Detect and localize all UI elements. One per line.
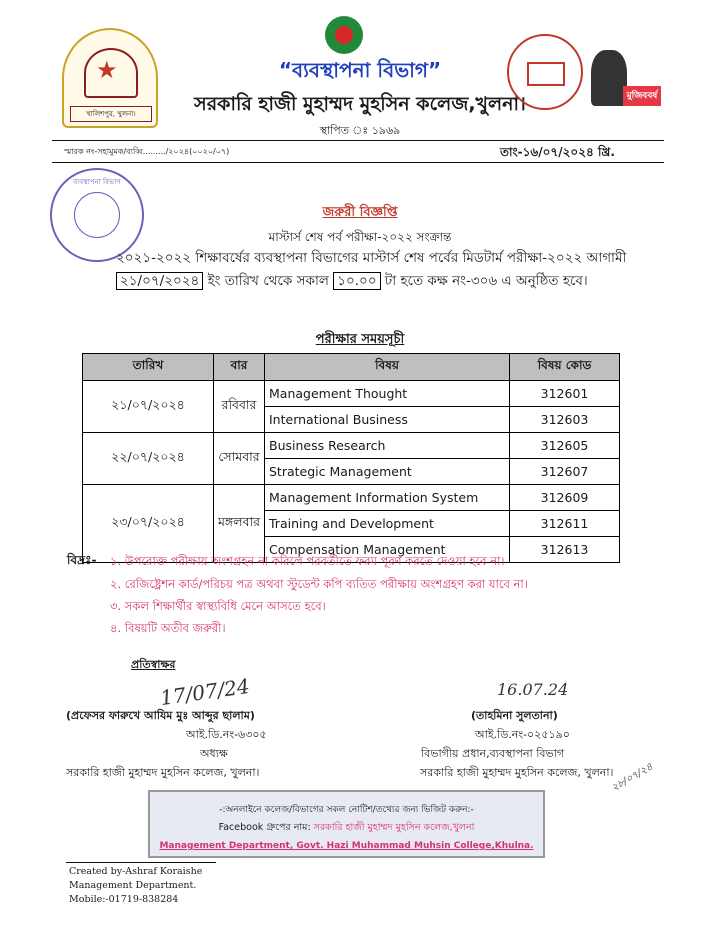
head-college: সরকারি হাজী মুহাম্মদ মুহসিন কলেজ, খুলনা।: [420, 766, 614, 779]
subject-name: Compensation Management: [265, 537, 510, 563]
head-role: বিভাগীয় প্রধান,ব্যবস্থাপনা বিভাগ: [421, 747, 565, 760]
exam-schedule-table: [82, 353, 620, 563]
exam-start-time: ১০.০০: [333, 272, 380, 290]
department-title: “ব্যবস্থাপনা বিভাগ”: [278, 58, 442, 82]
schedule-title: পরীক্ষার সময়সূচী: [315, 332, 405, 347]
subject-name: Training and Development: [265, 511, 510, 537]
credit-divider: [66, 862, 216, 863]
subject-name: Strategic Management: [265, 459, 510, 485]
notice-title: জরুরী বিজ্ঞপ্তি: [322, 205, 398, 220]
subject-name: Management Information System: [265, 485, 510, 511]
subject-name: Business Research: [265, 433, 510, 459]
exam-date: ২২/০৭/২০২৪: [83, 433, 214, 485]
facebook-group-line: Facebook গ্রুপের নাম: সরকারি হাজী মুহাম্মদ মুহসিন কলেজ,খুলনা: [218, 822, 475, 833]
exam-day: সোমবার: [214, 433, 265, 485]
subject-code: 312601: [510, 381, 620, 407]
col-subject: বিষয়: [265, 354, 510, 381]
exam-start-date: ২১/০৭/২০২৪: [116, 272, 203, 290]
principal-role: অধ্যক্ষ: [200, 747, 228, 760]
countersign-label: প্রতিস্বাক্ষর: [131, 658, 176, 671]
table-header-row: [83, 354, 620, 381]
credit-mobile: Mobile:-01719-838284: [69, 894, 179, 905]
notice-subject: মাস্টার্স শেষ পর্ব পরীক্ষা-২০২২ সংক্রান্ত: [268, 230, 452, 244]
subject-code: 312603: [510, 407, 620, 433]
principal-signature: 17/07/24: [158, 673, 252, 711]
exam-day: রবিবার: [214, 381, 265, 433]
table-row: [83, 381, 620, 407]
header-divider: [52, 140, 664, 141]
remark-item: ১. উপরোক্ত পরীক্ষায় অংশগ্রহন না করিলে পরবর্তীতে ফরম পূরণ করতে দেওয়া হবে না।: [110, 554, 505, 568]
government-emblem: [325, 16, 363, 54]
col-code: বিষয় কোড: [510, 354, 620, 381]
department-seal: ব্যবস্থাপনা বিভাগ: [50, 168, 144, 262]
mujib-label: মুজিববর্ষ ১০০: [623, 86, 661, 106]
credit-author: Created by-Ashraf Koraishe: [69, 866, 203, 877]
online-info-box: [148, 790, 545, 858]
star-icon: ★: [96, 56, 118, 84]
credit-department: Management Department.: [69, 880, 197, 891]
memo-number: স্মারক নং-সহামুমক/ব্যব্বি........./২০২৪(০০২০/০৭): [64, 147, 230, 156]
education-logo: [507, 34, 583, 110]
subject-code: 312613: [510, 537, 620, 563]
col-day: বার: [214, 354, 265, 381]
col-date: তারিখ: [83, 354, 214, 381]
principal-name: (প্রফেসর ফারুখে আযিম মুঃ আব্দুর ছালাম): [66, 709, 255, 722]
remark-item: ৪. বিষয়টি অতীব জরুরী।: [110, 621, 226, 635]
exam-date: ২১/০৭/২০২৪: [83, 381, 214, 433]
portrait-icon: [591, 50, 627, 106]
college-name: সরকারি হাজী মুহাম্মদ মুহসিন কলেজ,খুলনা।: [194, 93, 526, 115]
notice-body: ২০২১-২০২২ শিক্ষাবর্ষের ব্যবস্থাপনা বিভাগের মাস্টার্স শেষ পর্বের মিডটার্ম পরীক্ষা-২০২২ আগামী ২১/০৭/২০২৪ ইং তারিখ থেকে সকাল ১০.০০ টা হতে কক্ষ নং-৩০৬ এ অনুষ্ঠিত হবে।: [116, 250, 627, 289]
table-row: [83, 433, 620, 459]
head-signature: 16.07.24: [497, 680, 569, 699]
subject-name: Management Thought: [265, 381, 510, 407]
subject-code: 312607: [510, 459, 620, 485]
stamp-signature: ২৮/০৭/২৪: [609, 761, 655, 794]
header-divider-2: [52, 162, 664, 163]
subject-code: 312611: [510, 511, 620, 537]
book-icon: [527, 62, 565, 86]
notice-date: তাং-১৬/০৭/২০২৪ খ্রি.: [500, 145, 615, 159]
mujib-year-logo: [585, 50, 663, 121]
remarks-label: বিদ্রঃ-: [67, 553, 97, 567]
subject-code: 312605: [510, 433, 620, 459]
subject-name: International Business: [265, 407, 510, 433]
exam-date: ২৩/০৭/২০২৪: [83, 485, 214, 563]
remark-item: ২. রেজিষ্ট্রেশন কার্ড/পরিচয় পত্র অথবা স্টুডেন্ট কপি ব্যতিত পরীক্ষায় অংশগ্রহণ করা যাবে না।: [110, 577, 528, 591]
subject-code: 312609: [510, 485, 620, 511]
exam-day: মঙ্গলবার: [214, 485, 265, 563]
facebook-page-link[interactable]: Management Department, Govt. Hazi Muhammad Muhsin College,Khulna.: [159, 841, 534, 851]
table-row: [83, 485, 620, 511]
head-id: আই.ডি.নং-০২৫১৯০: [475, 728, 570, 741]
founded-year: স্থাপিত ঃ ১৯৬৯: [319, 124, 401, 137]
facebook-group-name: সরকারি হাজী মুহাম্মদ মুহসিন কলেজ,খুলনা: [310, 822, 475, 833]
head-name: (তাহমিনা সুলতানা): [471, 709, 558, 722]
principal-id: আই.ডি.নং-৬৩০৫: [186, 728, 267, 741]
logo-banner: খালিশপুর, খুলনা।: [70, 106, 152, 122]
online-info-heading: -:অনলাইনে কলেজ/বিভাগের সকল নোটিশ/তথ্যের জন্য ভিজিট করুন:-: [219, 805, 474, 815]
remark-item: ৩. সকল শিক্ষার্থীর স্বাস্থ্যবিধি মেনে আসতে হবে।: [110, 599, 326, 613]
principal-college: সরকারি হাজী মুহাম্মদ মুহসিন কলেজ, খুলনা।: [66, 766, 260, 779]
